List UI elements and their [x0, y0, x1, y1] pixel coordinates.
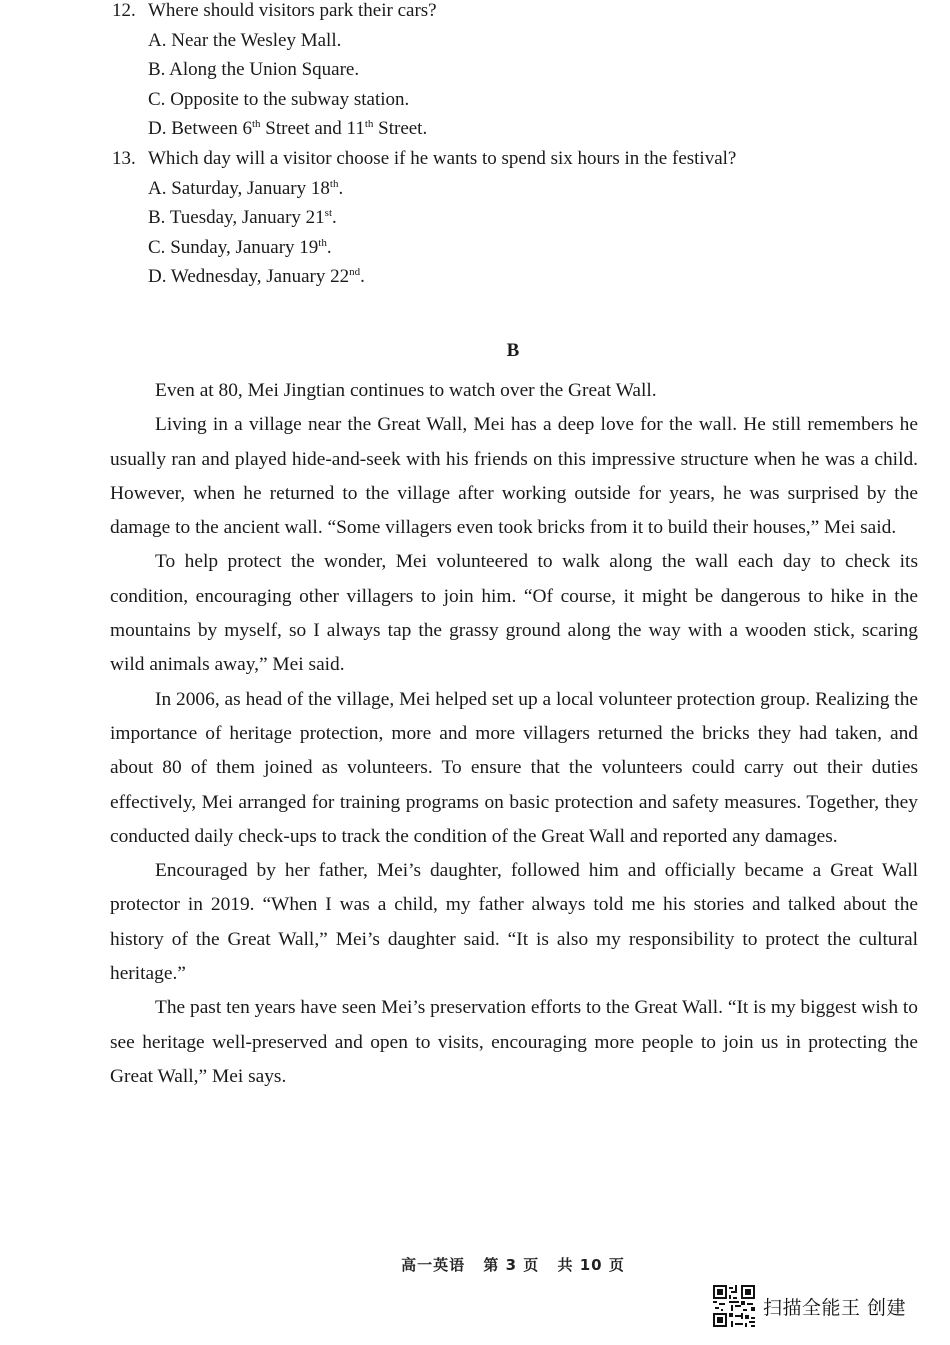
passage-paragraph: Even at 80, Mei Jingtian continues to watch over the Great Wall.	[155, 380, 657, 401]
ordinal-suffix: th	[329, 178, 339, 190]
passage-paragraph: In 2006, as head of the village, Mei helped set up a local volunteer protection group. Realizing the importance of heritage protection, more and more villagers returned the bricks they had taken, and about 80 of them joined as volunteers. To ensure that the volunteers could carry out their duties effectively, Mei arranged for training programs on basic protection and safety measures. Together, they conducted daily check-ups to track the condition of the Great Wall and reported any damages.	[110, 688, 918, 847]
footer-subject: 高一英语	[401, 1256, 466, 1274]
footer-total-pages: 共 10 页	[557, 1256, 625, 1274]
option-text: .	[326, 237, 332, 258]
option-text: .	[338, 178, 344, 199]
footer-page-number: 第 3 页	[483, 1256, 540, 1274]
option-text: .	[360, 266, 365, 287]
option-letter: C.	[148, 89, 166, 110]
option-text: Street and 11	[260, 118, 365, 139]
passage-paragraph: To help protect the wonder, Mei volunteered to walk along the wall each day to check its condition, encouraging other villagers to join him. “Of course, it might be dangerous to hike in the mountains by myself, so I always tap the grassy ground along the way with a wooden stick, scaring wild animals away,” Mei said.	[110, 551, 918, 676]
ordinal-suffix: th	[318, 237, 327, 249]
option-text: Near the Wesley Mall.	[171, 30, 342, 51]
option-text: Between 6	[171, 118, 252, 139]
scanner-watermark	[713, 1285, 906, 1327]
option-text: Tuesday, January 21	[169, 207, 325, 228]
reading-passage	[110, 374, 918, 1094]
ordinal-suffix: th	[251, 118, 261, 130]
option-letter: B.	[148, 207, 166, 228]
question-13-option-a	[148, 178, 343, 200]
passage-paragraph: Encouraged by her father, Mei’s daughter, followed him and officially became a Great Wall protector in 2019. “When I was a child, my father always told me his stories and talked about the history of the Great Wall,” Mei’s daughter said. “It is also my responsibility to protect the cultural heritage.”	[110, 860, 918, 985]
option-letter: A.	[148, 178, 167, 199]
option-text: Along the Union Square.	[169, 59, 360, 80]
option-text: .	[332, 207, 337, 228]
question-13-option-d	[148, 266, 365, 288]
ordinal-suffix: st	[324, 207, 333, 219]
option-text: Wednesday, January 22	[170, 266, 350, 287]
page-footer	[0, 1254, 950, 1275]
section-heading: B	[506, 340, 520, 361]
option-letter: C.	[148, 237, 166, 258]
question-12-option-b	[148, 59, 359, 81]
question-12-option-c	[148, 89, 409, 111]
question-13-option-b	[148, 207, 337, 229]
watermark-text: 扫描全能王 创建	[763, 1296, 907, 1319]
question-number: 12.	[112, 0, 136, 21]
ordinal-suffix: th	[364, 118, 374, 130]
question-12-option-a	[148, 30, 341, 52]
option-text: Opposite to the subway station.	[170, 89, 410, 110]
question-13-stem	[112, 148, 912, 170]
question-13-option-c	[148, 237, 332, 259]
question-text: Where should visitors park their cars?	[148, 0, 437, 21]
qr-code-icon	[713, 1285, 755, 1327]
option-letter: B.	[148, 59, 166, 80]
option-letter: D.	[148, 266, 167, 287]
question-12-option-d	[148, 118, 427, 140]
passage-paragraph: The past ten years have seen Mei’s preservation efforts to the Great Wall. “It is my biggest wish to see heritage well-preserved and open to visits, encouraging more people to join us in protecting the Great Wall,” Mei says.	[110, 997, 918, 1087]
option-text: Street.	[373, 118, 428, 139]
question-text: Which day will a visitor choose if he wants to spend six hours in the festival?	[148, 148, 737, 169]
question-number: 13.	[112, 148, 136, 169]
ordinal-suffix: nd	[349, 266, 361, 278]
option-text: Saturday, January 18	[171, 178, 330, 199]
option-text: Sunday, January 19	[170, 237, 319, 258]
option-letter: D.	[148, 118, 167, 139]
question-12-stem	[112, 0, 912, 22]
option-letter: A.	[148, 30, 167, 51]
passage-paragraph: Living in a village near the Great Wall, Mei has a deep love for the wall. He still remembers he usually ran and played hide-and-seek with his friends on this impressive structure when he was a child. However, when he returned to the village after working outside for years, he was surprised by the damage to the ancient wall. “Some villagers even took bricks from it to build their houses,” Mei said.	[110, 414, 918, 539]
